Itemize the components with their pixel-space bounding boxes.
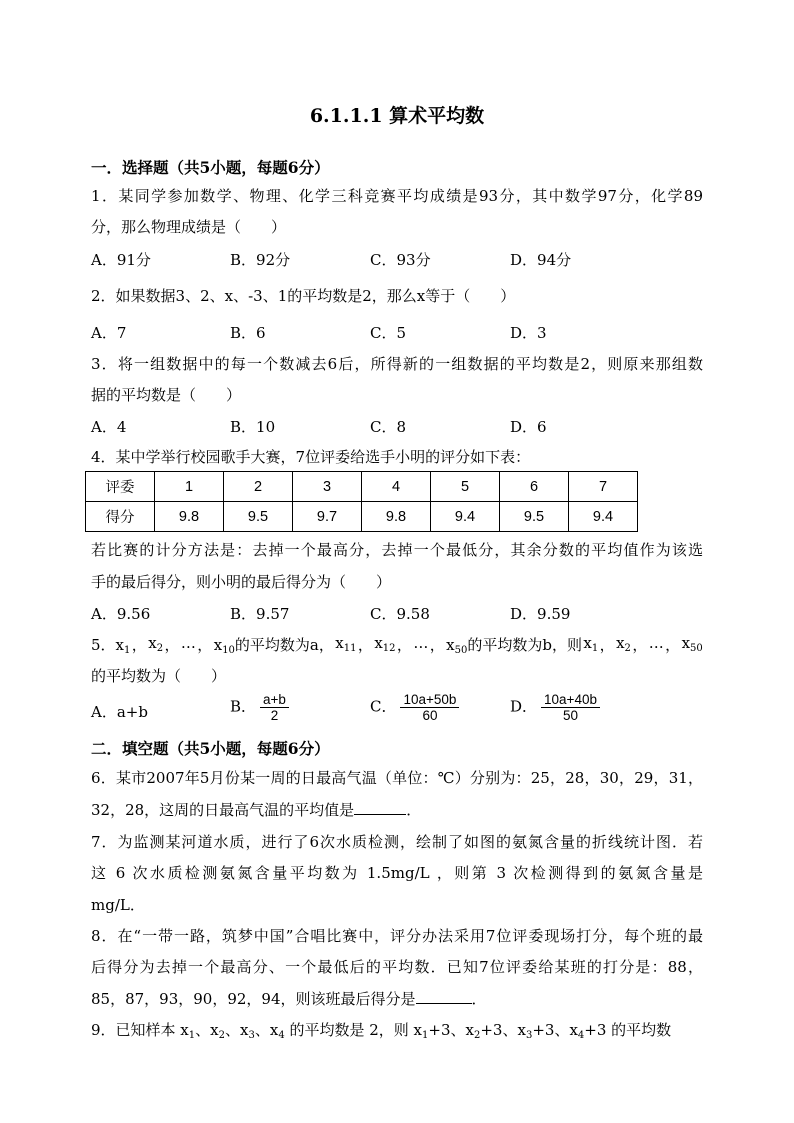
option-c: C．93分: [370, 251, 431, 269]
option-c: C．9.58: [370, 605, 430, 623]
question-1-line-2: 分，那么物理成绩是（ ）: [91, 218, 287, 236]
table-cell: 9.8: [155, 502, 224, 532]
question-3-options: [91, 416, 703, 442]
question-5-line-2: 的平均数为（ ）: [91, 667, 227, 685]
question-6-line-2: 32，28，这周的日最高气温的平均值是 ．: [91, 801, 422, 819]
question-8-line-3: 85，87，93，90，92，94，则该班最后得分是 ．: [91, 990, 487, 1008]
section-heading-fill-in: 二．填空题（共5小题，每题6分）: [91, 739, 330, 758]
table-cell: 2: [224, 472, 293, 502]
fraction: $\frac{a+b}{2}$: [260, 692, 289, 723]
question-4-line-2: 若比赛的计分方法是：去掉一个最高分，去掉一个最低分，其余分数的平均值作为该选: [91, 541, 703, 559]
question-4-line-3: 手的最后得分，则小明的最后得分为（ ）: [91, 573, 392, 591]
option-b: B．9.57: [230, 605, 290, 623]
option-b: B．6: [230, 324, 266, 342]
table-cell: 9.5: [224, 502, 293, 532]
table-cell: 9.4: [569, 502, 638, 532]
option-c: C． $\frac{10a+50b}{60}$: [370, 692, 459, 723]
option-c: C．8: [370, 418, 407, 436]
option-a: A．7: [91, 324, 127, 342]
option-a: A．9.56: [91, 605, 151, 623]
table-cell: 得分: [86, 502, 155, 532]
option-b: B．10: [230, 418, 276, 436]
question-5-line-1: 5．$x_1$ ， $x_2$ ， … ， $x_{10}$的平均数为a， $x_{11}$ ， $x_{12}$ ， … ， $x_{50}$的平均数为b，则 $x_1$ ， $x_2$ ， … ， $x_{50}$: [91, 634, 703, 656]
question-2-options: [91, 322, 703, 348]
option-d: D．9.59: [510, 605, 571, 623]
option-b: B．92分: [230, 251, 291, 269]
option-d: D．6: [510, 418, 547, 436]
table-cell: 9.7: [293, 502, 362, 532]
question-4-options: [91, 603, 703, 629]
table-cell: 5: [431, 472, 500, 502]
option-d: D． $\frac{10a+40b}{50}$: [510, 692, 600, 723]
option-d: D．94分: [510, 251, 572, 269]
option-c: C．5: [370, 324, 407, 342]
question-5-options: [91, 692, 703, 728]
question-9-line-1: 9．已知样本 $x_1$、$x_2$、$x_3$、$x_4$ 的平均数是 2，则 $x_1+3$、$x_2+3$、$x_3+3$、$x_4+3$ 的平均数: [91, 1021, 672, 1041]
question-3-line-1: 3．将一组数据中的每一个数减去6后，所得新的一组数据的平均数是2，则原来那组数: [91, 355, 703, 373]
answer-blank[interactable]: [354, 800, 406, 815]
table-cell: 评委: [86, 472, 155, 502]
table-cell: 9.8: [362, 502, 431, 532]
question-7-line-1: 7．为监测某河道水质，进行了6次水质检测，绘制了如图的氨氮含量的折线统计图．若: [91, 833, 703, 851]
table-cell: 1: [155, 472, 224, 502]
option-b: B． $\frac{a+b}{2}$: [230, 692, 289, 723]
section-heading-choice: 一．选择题（共5小题，每题6分）: [91, 158, 330, 177]
score-table: [85, 471, 638, 532]
option-a: A．a+b: [91, 703, 148, 721]
option-d: D．3: [510, 324, 547, 342]
q5-seg: 5．$x_1$: [91, 636, 131, 656]
answer-blank[interactable]: [416, 989, 472, 1004]
question-4-line-1: 4．某中学举行校园歌手大赛，7位评委给选手小明的评分如下表：: [91, 448, 531, 466]
question-8-line-2: 后得分为去掉一个最高分、一个最低后的平均数．已知7位评委给某班的打分是：88，: [91, 958, 703, 976]
question-1-line-1: 1．某同学参加数学、物理、化学三科竞赛平均成绩是93分，其中数学97分，化学89: [91, 187, 703, 205]
table-row: [86, 502, 638, 532]
table-cell: 3: [293, 472, 362, 502]
question-2-line-1: 2．如果数据3、2、x、-3、1的平均数是2，那么x等于（ ）: [91, 287, 516, 305]
table-cell: 6: [500, 472, 569, 502]
option-a: A．91分: [91, 251, 151, 269]
fraction: $\frac{10a+40b}{50}$: [541, 692, 600, 723]
question-7-line-3: mg/L．: [91, 896, 145, 914]
option-a: A．4: [91, 418, 127, 436]
question-6-line-1: 6．某市2007年5月份某一周的日最高气温（单位：℃）分别为：25，28，30，29，31，: [91, 769, 703, 787]
question-8-line-1: 8．在“一带一路，筑梦中国”合唱比赛中，评分办法采用7位评委现场打分，每个班的最: [91, 927, 703, 945]
question-7-line-2: 这 6 次水质检测氨氮含量平均数为 1.5mg/L ，则第 3 次检测得到的氨氮含量是: [91, 864, 703, 882]
fraction: $\frac{10a+50b}{60}$: [400, 692, 459, 723]
table-row: [86, 472, 638, 502]
table-cell: 4: [362, 472, 431, 502]
table-cell: 7: [569, 472, 638, 502]
table-cell: 9.4: [431, 502, 500, 532]
page-title: 6.1.1.1 算术平均数: [309, 105, 485, 127]
table-cell: 9.5: [500, 502, 569, 532]
question-1-options: [91, 249, 703, 275]
question-3-line-2: 据的平均数是（ ）: [91, 386, 242, 404]
